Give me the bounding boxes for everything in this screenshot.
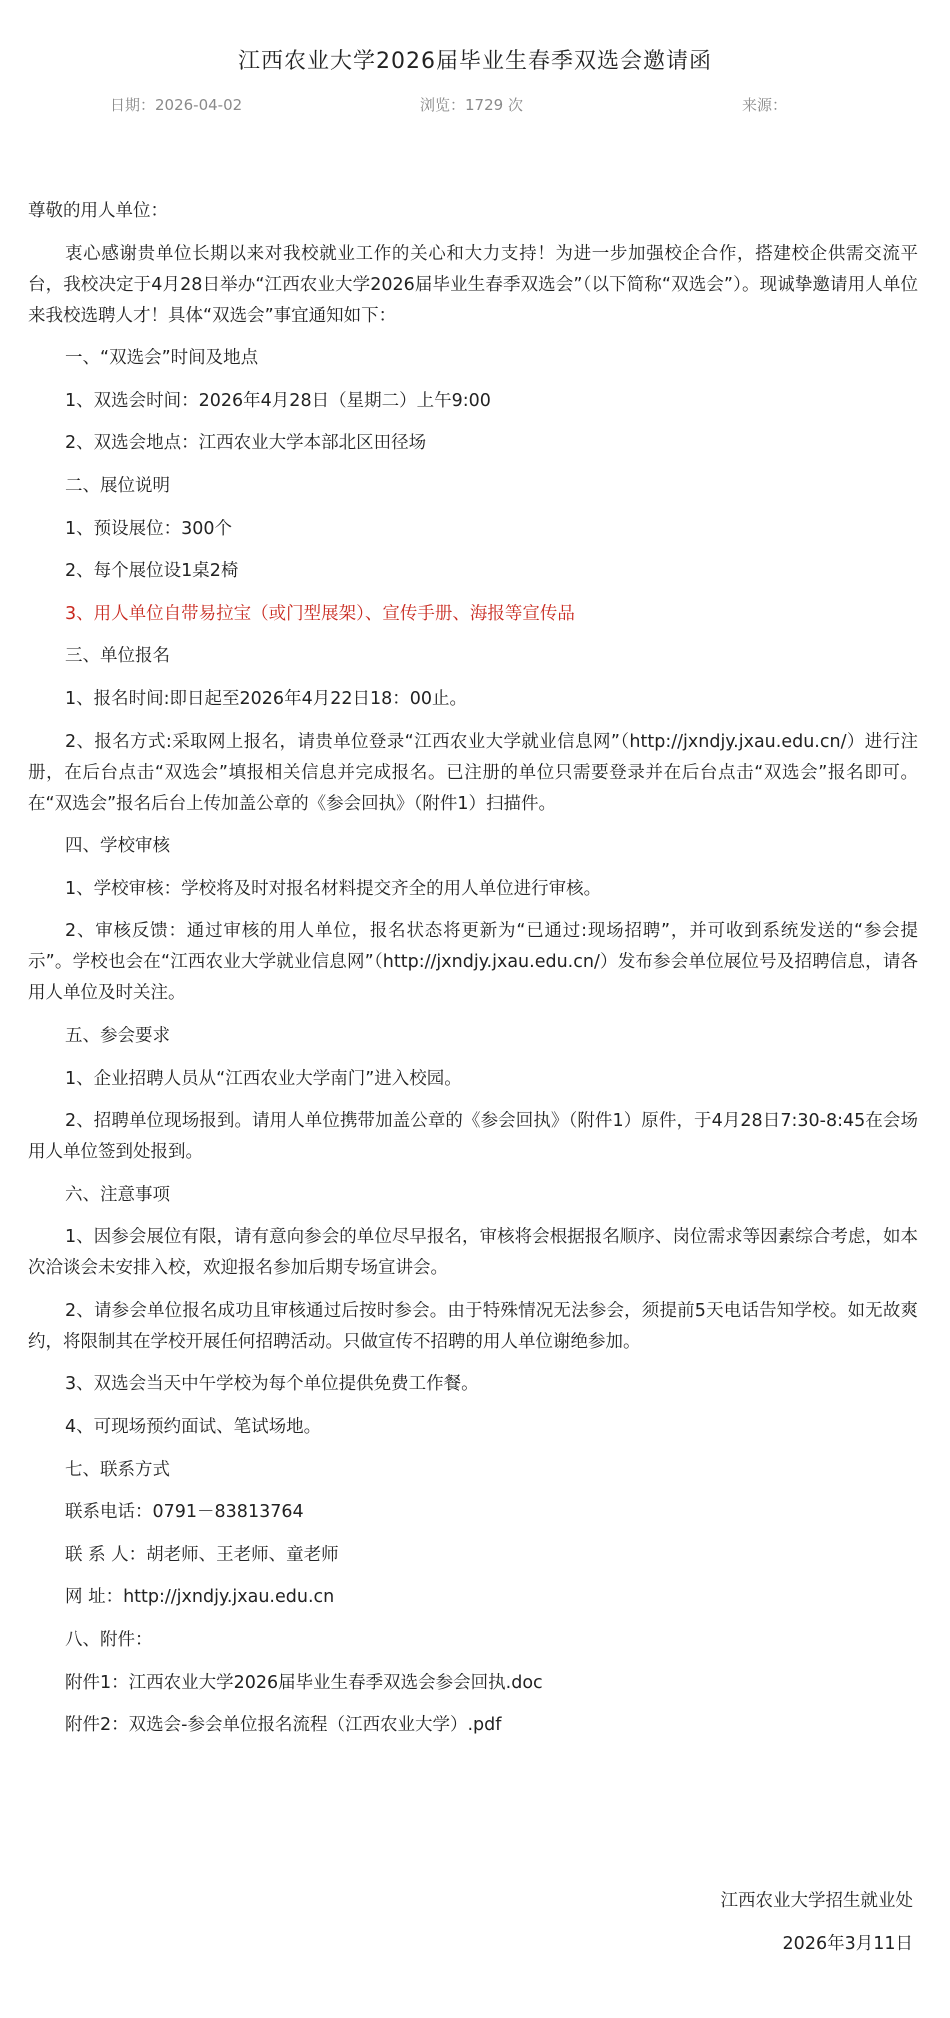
fair-time: 1、双选会时间：2026年4月28日（星期二）上午9:00 [65, 390, 491, 411]
booth-count: 1、预设展位：300个 [65, 518, 233, 539]
section-heading-time-place: 一、“双选会”时间及地点 [65, 348, 259, 369]
section-heading-notes: 六、注意事项 [65, 1184, 170, 1205]
article-body [28, 196, 918, 1753]
note-interview-rooms: 4、可现场预约面试、笔试场地。 [65, 1417, 322, 1438]
note-lunch: 3、双选会当天中午学校为每个单位提供免费工作餐。 [65, 1374, 479, 1395]
note-attendance: 2、请参会单位报名成功且审核通过后按时参会。由于特殊情况无法参会，须提前5天电话告知学校。如无故爽约，将限制其在学校开展任何招聘活动。只做宣传不招聘的用人单位谢绝参加。 [28, 1300, 918, 1352]
fair-location: 2、双选会地点：江西农业大学本部北区田径场 [65, 433, 427, 454]
attachment-2-link[interactable]: 附件2：双选会-参会单位报名流程（江西农业大学）.pdf [65, 1715, 502, 1736]
signature-date: 2026年3月11日 [782, 1934, 913, 1954]
section-heading-review: 四、学校审核 [65, 836, 170, 857]
contact-phone: 联系电话：0791－83813764 [65, 1502, 304, 1523]
section-heading-registration: 三、单位报名 [65, 646, 170, 667]
publish-date: 日期：2026-04-02 [110, 96, 243, 114]
review-process: 1、学校审核：学校将及时对报名材料提交齐全的用人单位进行审核。 [65, 878, 602, 899]
article-source: 来源： [742, 96, 788, 114]
entry-gate: 1、企业招聘人员从“江西农业大学南门”进入校园。 [65, 1068, 462, 1089]
contact-website: 网 址：http://jxndjy.jxau.edu.cn [65, 1587, 335, 1608]
onsite-checkin: 2、招聘单位现场报到。请用人单位携带加盖公章的《参会回执》（附件1）原件，于4月28日7:30-8:45在会场用人单位签到处报到。 [28, 1111, 918, 1163]
section-heading-contact: 七、联系方式 [65, 1459, 170, 1480]
registration-time: 1、报名时间:即日起至2026年4月22日18：00止。 [65, 688, 468, 709]
attachment-1-link[interactable]: 附件1：江西农业大学2026届毕业生春季双选会参会回执.doc [65, 1672, 543, 1693]
salutation: 尊敬的用人单位： [28, 201, 168, 221]
signature-org: 江西农业大学招生就业处 [720, 1891, 913, 1911]
view-count: 浏览：1729 次 [420, 96, 523, 114]
section-heading-attachments: 八、附件： [65, 1630, 153, 1651]
booth-furniture: 2、每个展位设1桌2椅 [65, 561, 239, 582]
review-feedback: 2、审核反馈：通过审核的用人单位，报名状态将更新为“已通过:现场招聘”，并可收到系统发送的“参会提示”。学校也会在“江西农业大学就业信息网”（http://jxndjy.jxau.edu.cn/）发布参会单位展位号及招聘信息，请各用人单位及时关注。 [28, 921, 918, 1004]
note-limited-booths: 1、因参会展位有限，请有意向参会的单位尽早报名，审核将会根据报名顺序、岗位需求等因素综合考虑，如本次洽谈会未安排入校，欢迎报名参加后期专场宣讲会。 [28, 1227, 918, 1279]
intro-paragraph: 衷心感谢贵单位长期以来对我校就业工作的关心和大力支持！为进一步加强校企合作，搭建校企供需交流平台，我校决定于4月28日举办“江西农业大学2026届毕业生春季双选会”（以下简称“双选会”）。现诚挚邀请用人单位来我校选聘人才！具体“双选会”事宜通知如下： [28, 243, 918, 326]
article-title: 江西农业大学2026届毕业生春季双选会邀请函 [238, 49, 712, 74]
section-heading-requirements: 五、参会要求 [65, 1025, 170, 1046]
contact-persons: 联 系 人：胡老师、王老师、童老师 [65, 1544, 339, 1565]
booth-materials-note: 3、用人单位自带易拉宝（或门型展架）、宣传手册、海报等宣传品 [65, 603, 575, 624]
registration-method: 2、报名方式:采取网上报名，请贵单位登录“江西农业大学就业信息网”（http://jxndjy.jxau.edu.cn/）进行注册，在后台点击“双选会”填报相关信息并完成报名。已注册的单位只需要登录并在后台点击“双选会”报名即可。在“双选会”报名后台上传加盖公章的《参会回执》（附件1）扫描件。 [28, 731, 918, 814]
section-heading-booth: 二、展位说明 [65, 475, 170, 496]
